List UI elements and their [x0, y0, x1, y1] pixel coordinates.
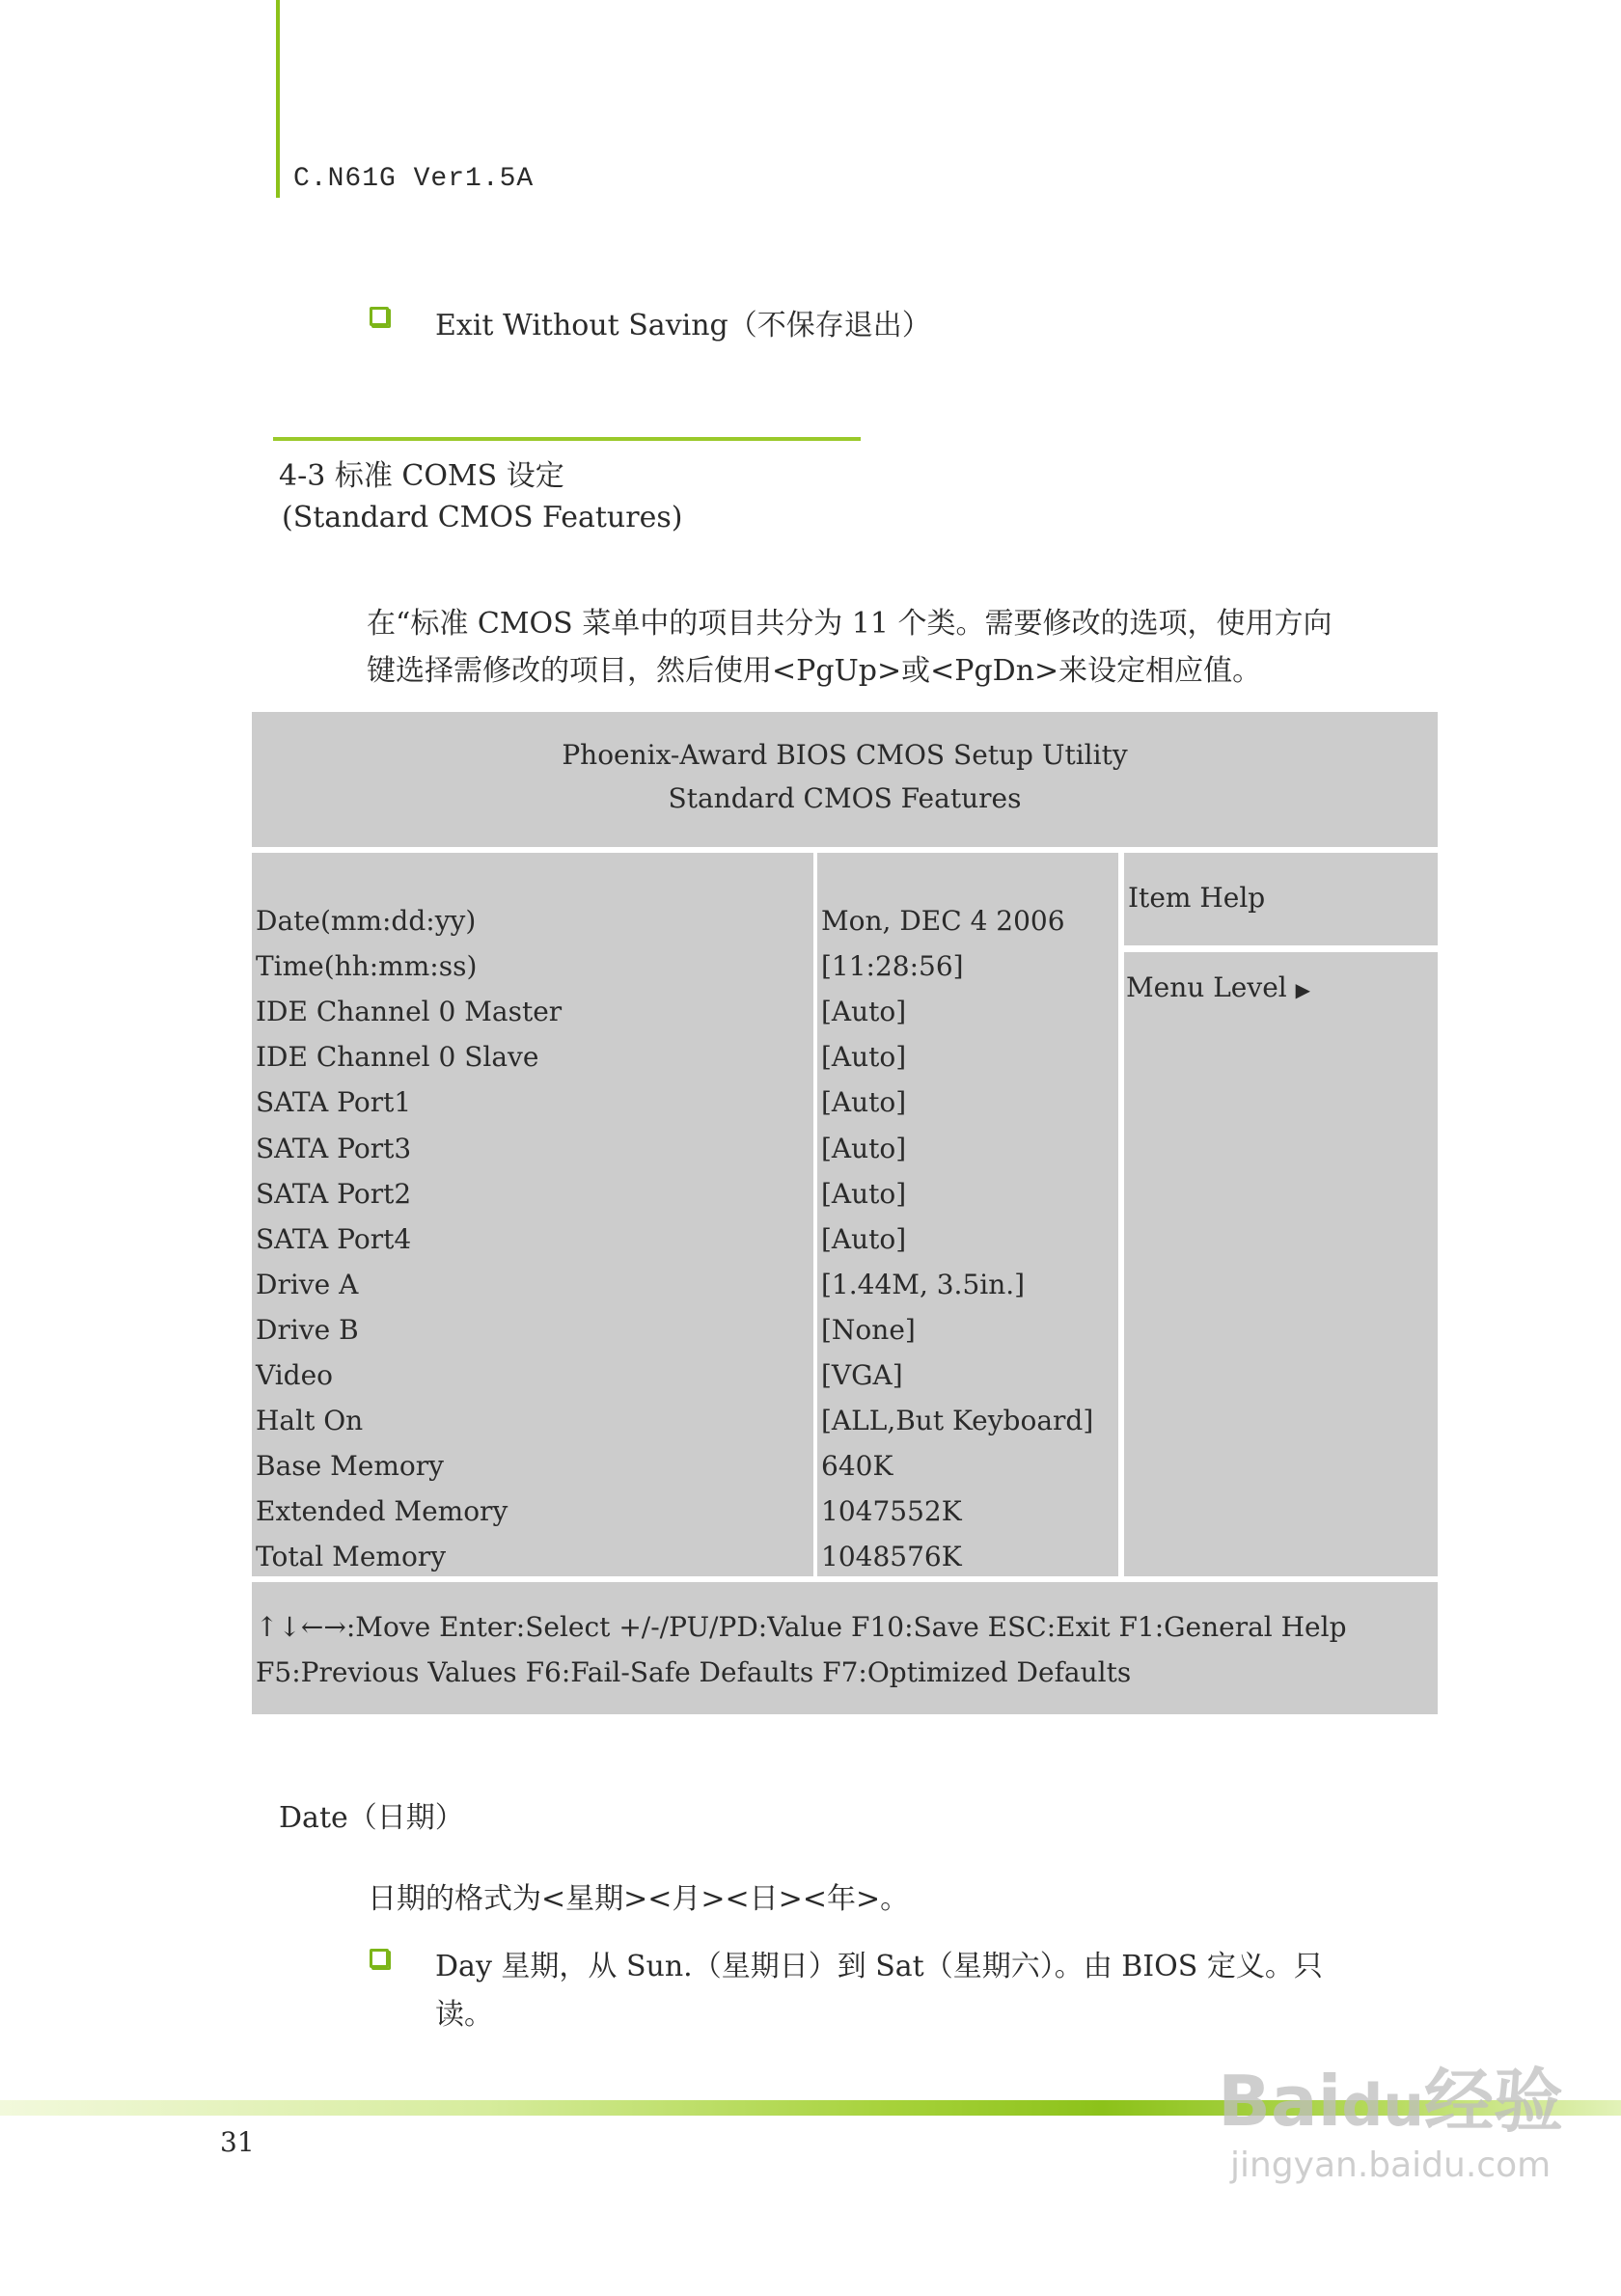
bios-setting-value[interactable]: [Auto]: [821, 1132, 907, 1164]
item-help-header: [1124, 853, 1438, 945]
section-subtitle: (Standard CMOS Features): [282, 501, 683, 534]
bios-setting-label[interactable]: SATA Port1: [256, 1086, 412, 1119]
item-help-title: Item Help: [1128, 882, 1266, 914]
bios-setting-value[interactable]: [ALL,But Keyboard]: [821, 1405, 1094, 1437]
item-help-panel: [1124, 952, 1438, 1576]
exit-without-saving-item: Exit Without Saving（不保存退出）: [435, 309, 931, 342]
bios-setting-label[interactable]: Extended Memory: [256, 1495, 508, 1528]
bios-setting-value[interactable]: [None]: [821, 1313, 916, 1346]
bios-setting-label[interactable]: IDE Channel 0 Master: [256, 996, 563, 1028]
bios-setting-value[interactable]: [1.44M, 3.5in.]: [821, 1268, 1026, 1300]
page-number: 31: [220, 2126, 255, 2158]
bios-setting-value[interactable]: 640K: [821, 1450, 893, 1483]
bios-setting-label[interactable]: SATA Port3: [256, 1132, 412, 1164]
bios-screen: [252, 712, 1438, 1714]
date-section-title: Date（日期）: [279, 1801, 464, 1835]
bios-setting-label[interactable]: Date(mm:dd:yy): [256, 905, 477, 937]
bios-setting-label[interactable]: Total Memory: [256, 1541, 447, 1573]
bios-setting-value[interactable]: [Auto]: [821, 1041, 907, 1074]
bios-setting-label[interactable]: IDE Channel 0 Slave: [256, 1041, 539, 1074]
bios-title: Phoenix-Award BIOS CMOS Setup Utility: [562, 739, 1128, 771]
bios-setting-label[interactable]: SATA Port4: [256, 1222, 412, 1255]
bios-setting-value[interactable]: Mon, DEC 4 2006: [821, 905, 1065, 937]
header-accent-line: [276, 0, 280, 198]
bios-setting-value[interactable]: [11:28:56]: [821, 950, 964, 983]
section-title: 4-3 标准 COMS 设定: [279, 459, 564, 493]
bios-setting-value[interactable]: [Auto]: [821, 1086, 907, 1119]
bios-setting-label[interactable]: Drive B: [256, 1313, 359, 1346]
menu-level-label: Menu Level: [1126, 971, 1287, 1003]
triangle-right-icon: ▶: [1295, 978, 1311, 1001]
key-legend-line-1: ↑↓←→:Move Enter:Select +/-/PU/PD:Value F10:Save ESC:Exit F1:General Help: [256, 1611, 1347, 1643]
bios-title-bar: [252, 712, 1438, 847]
bios-setting-value[interactable]: [Auto]: [821, 1222, 907, 1255]
date-format-desc: 日期的格式为<星期><月><日><年>。: [368, 1882, 910, 1916]
key-legend-line-2: F5:Previous Values F6:Fail-Safe Defaults F7:Optimized Defaults: [256, 1656, 1132, 1688]
document-header: C.N61G Ver1.5A: [293, 164, 535, 194]
day-bullet-line-2: 读。: [435, 1998, 493, 2032]
day-bullet-line-1: Day 星期，从 Sun.（星期日）到 Sat（星期六）。由 BIOS 定义。只: [435, 1950, 1323, 1983]
checkbox-bullet-icon: [370, 1949, 389, 1968]
bios-setting-value[interactable]: [VGA]: [821, 1359, 903, 1391]
bios-setting-label[interactable]: SATA Port2: [256, 1177, 412, 1210]
bios-setting-label[interactable]: Base Memory: [256, 1450, 444, 1483]
bios-setting-label[interactable]: Halt On: [256, 1405, 364, 1437]
checkbox-bullet-icon: [370, 307, 389, 326]
bios-labels-column: [252, 853, 813, 1576]
bios-setting-value[interactable]: 1047552K: [821, 1495, 962, 1528]
section-divider: [273, 437, 861, 441]
bios-setting-label[interactable]: Drive A: [256, 1268, 359, 1300]
menu-level: [1126, 971, 1310, 1003]
bios-setting-value[interactable]: 1048576K: [821, 1541, 962, 1573]
bios-subtitle: Standard CMOS Features: [668, 782, 1022, 814]
bios-setting-label[interactable]: Time(hh:mm:ss): [256, 950, 478, 983]
intro-line-2: 键选择需修改的项目，然后使用<PgUp>或<PgDn>来设定相应值。: [367, 654, 1262, 688]
bios-values-column: [817, 853, 1118, 1576]
bios-setting-label[interactable]: Video: [256, 1359, 334, 1391]
intro-line-1: 在“标准 CMOS 菜单中的项目共分为 11 个类。需要修改的选项，使用方向: [367, 607, 1333, 641]
bios-key-legend: [252, 1582, 1438, 1714]
bios-setting-value[interactable]: [Auto]: [821, 996, 907, 1028]
bios-setting-value[interactable]: [Auto]: [821, 1177, 907, 1210]
baidu-watermark: Baidu经验 jingyan.baidu.com: [1218, 2061, 1563, 2185]
